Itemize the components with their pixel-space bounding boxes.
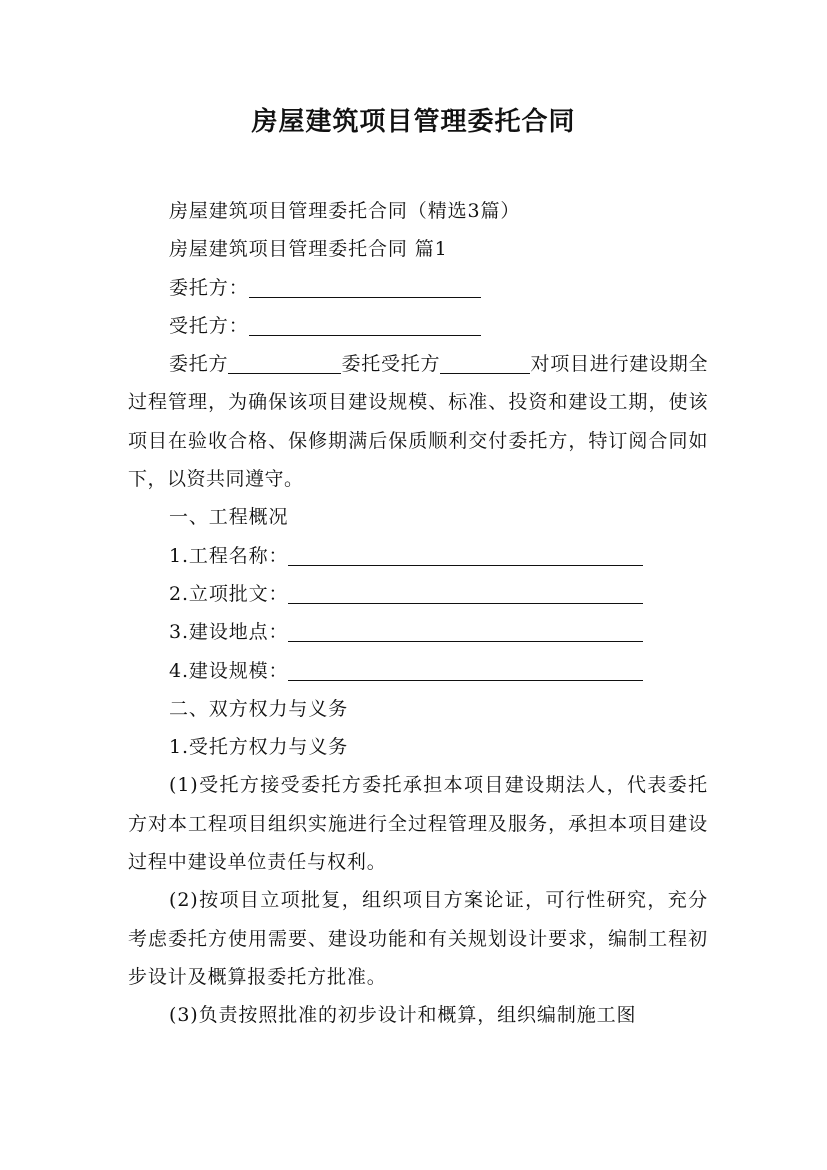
item4-blank	[288, 658, 643, 681]
sub1-heading: 1.受托方权力与义务	[169, 736, 349, 759]
item1-blank	[288, 543, 643, 566]
sec1-heading: 一、工程概况	[169, 506, 289, 529]
party-client-label: 委托方：	[169, 276, 249, 299]
item3-blank	[288, 619, 643, 642]
clause-3: (3)负责按照批准的初步设计和概算，组织编制施工图	[169, 1004, 637, 1027]
party-client-blank	[249, 275, 481, 298]
intro-part1: 委托方	[169, 353, 229, 376]
section-heading: 房屋建筑项目管理委托合同 篇1	[169, 238, 448, 261]
party-agent-blank	[249, 313, 481, 336]
item1-label: 1.工程名称：	[169, 544, 289, 567]
item2-blank	[288, 581, 643, 604]
item4-label: 4.建设规模：	[169, 659, 289, 682]
intro-part3: 对项目进行建设期全过程管理，为确保该项目建设规模、标准、投资和建设工期，使该项目在验收合格、保修期满后保质顺利交付委托方，特订阅合同如下，以资共同遵守。	[128, 353, 708, 491]
item1-line	[128, 537, 708, 575]
clause-1: (1)受托方接受委托方委托承担本项目建设期法人，代表委托方对本工程项目组织实施进行全过程管理及服务，承担本项目建设过程中建设单位责任与权利。	[128, 774, 708, 874]
intro-part2: 委托受托方	[341, 353, 441, 376]
clause-2: (2)按项目立项批复，组织项目方案论证，可行性研究，充分考虑委托方使用需要、建设功能和有关规划设计要求，编制工程初步设计及概算报委托方批准。	[128, 889, 708, 988]
party-agent-line	[128, 307, 708, 345]
item4-line	[128, 652, 708, 690]
intro-client-blank	[228, 351, 341, 374]
party-agent-label: 受托方：	[169, 314, 249, 337]
document-subtitle: 房屋建筑项目管理委托合同（精选3篇）	[169, 200, 521, 222]
document-title: 房屋建筑项目管理委托合同	[251, 107, 576, 137]
item3-label: 3.建设地点：	[169, 621, 289, 644]
intro-paragraph	[128, 345, 708, 498]
item2-label: 2.立项批文：	[169, 582, 289, 605]
document-body	[128, 192, 708, 1035]
item3-line	[128, 613, 708, 651]
sec2-heading: 二、双方权力与义务	[169, 697, 349, 720]
intro-agent-blank	[440, 351, 530, 374]
item2-line	[128, 575, 708, 613]
party-client-line	[128, 269, 708, 307]
